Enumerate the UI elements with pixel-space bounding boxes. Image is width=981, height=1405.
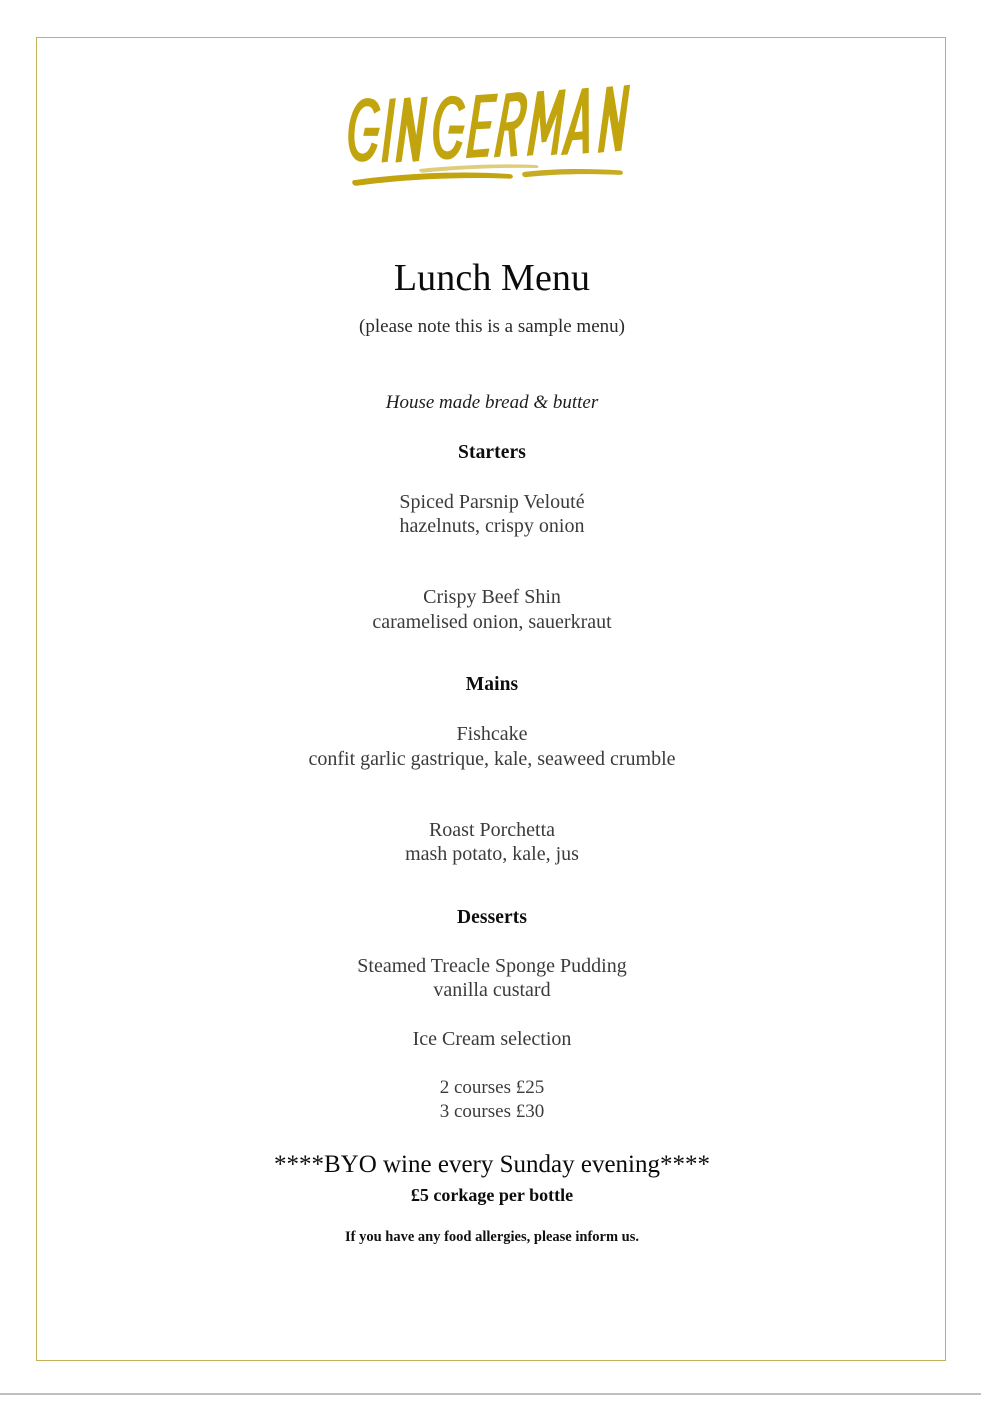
page-title: Lunch Menu	[393, 257, 591, 299]
logo-underline-highlight	[419, 164, 538, 172]
logo-glyph	[561, 88, 593, 155]
price-line: 2 courses £25	[439, 1076, 545, 1098]
menu-item	[37, 696, 947, 771]
menu-content	[37, 38, 947, 1246]
menu-item	[37, 929, 947, 1003]
section-heading: Starters	[458, 441, 526, 463]
price-line: 3 courses £30	[439, 1101, 545, 1123]
logo-underline-stroke-tail	[522, 169, 623, 177]
gingerman-logo	[37, 38, 947, 206]
page-bottom-rule	[0, 1393, 981, 1395]
menu-item-description: confit garlic gastrique, kale, seaweed crumble	[308, 747, 676, 770]
menu-item	[37, 1003, 947, 1051]
menu-item	[37, 538, 947, 634]
logo-glyph	[347, 98, 382, 162]
menu-item-description: vanilla custard	[433, 979, 551, 1002]
menu-section-mains	[37, 634, 947, 867]
menu-item-description: caramelised onion, sauerkraut	[372, 610, 612, 633]
bread-and-butter-line: House made bread & butter	[385, 391, 599, 413]
menu-item-name: Spiced Parsnip Velouté	[399, 490, 585, 513]
menu-item	[37, 771, 947, 867]
menu-item-description: mash potato, kale, jus	[405, 843, 579, 866]
menu-section-starters	[37, 414, 947, 635]
pricing-block	[37, 1051, 947, 1125]
menu-border-frame	[36, 37, 946, 1361]
page-subtitle: (please note this is a sample menu)	[359, 315, 625, 337]
byo-wine-promo: ****BYO wine every Sunday evening****	[273, 1150, 711, 1178]
menu-item-name: Crispy Beef Shin	[423, 586, 561, 609]
logo-glyph	[527, 89, 566, 156]
menu-item-name: Roast Porchetta	[428, 818, 556, 841]
menu-item	[37, 464, 947, 539]
logo-glyph	[466, 94, 498, 158]
corkage-note: £5 corkage per bottle	[410, 1185, 574, 1206]
menu-item-description: hazelnuts, crispy onion	[399, 514, 585, 537]
logo-glyph	[395, 97, 427, 163]
allergy-notice: If you have any food allergies, please inform us.	[344, 1228, 640, 1245]
section-heading: Mains	[465, 674, 519, 696]
logo-glyph	[382, 98, 396, 162]
menu-item-name: Ice Cream selection	[412, 1027, 572, 1050]
menu-section-desserts	[37, 867, 947, 1051]
logo-underline-stroke	[352, 172, 513, 185]
logo-glyph	[431, 96, 466, 160]
logo-brush-wordmark-icon	[347, 76, 637, 196]
logo-glyph	[494, 92, 528, 157]
logo-glyph	[598, 85, 630, 153]
section-heading: Desserts	[456, 906, 528, 928]
menu-item-name: Steamed Treacle Sponge Pudding	[357, 954, 627, 977]
menu-item-name: Fishcake	[456, 723, 528, 746]
